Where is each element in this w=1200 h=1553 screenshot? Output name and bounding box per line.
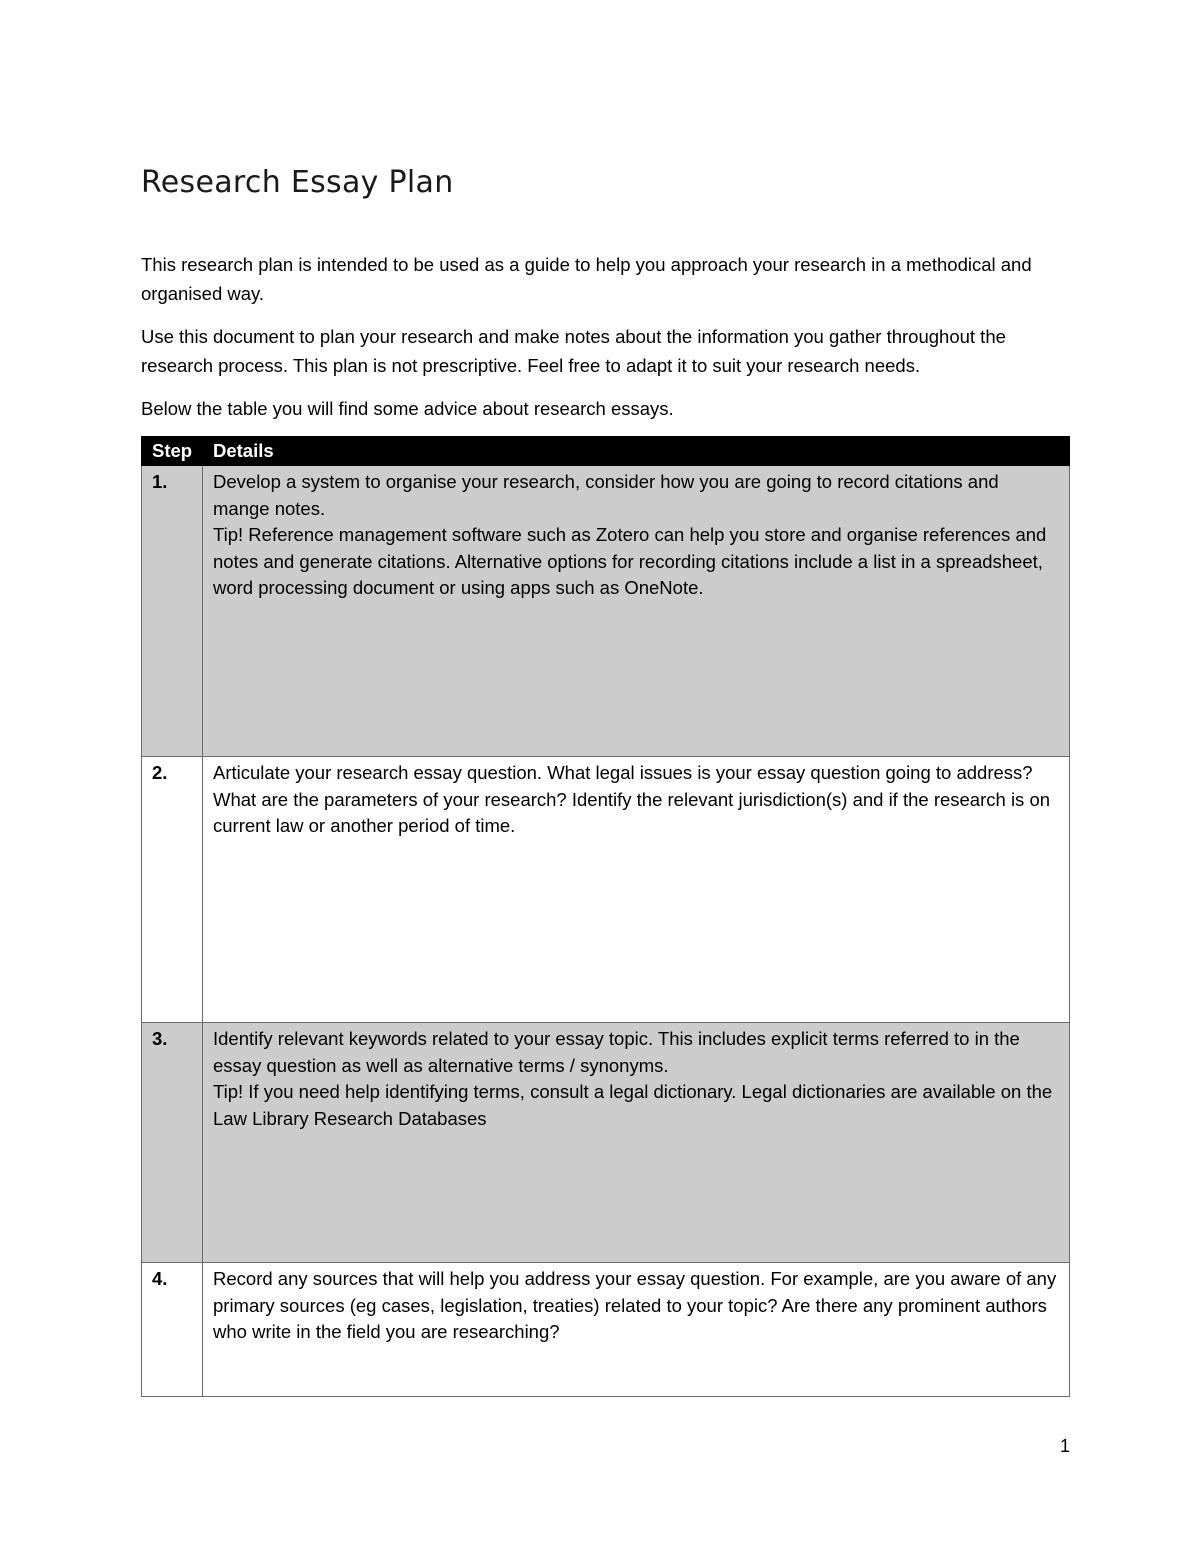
research-plan-table [141, 436, 1070, 1397]
table-row [142, 466, 1070, 757]
step-instruction: Identify relevant keywords related to your essay topic. This includes explicit terms referred to in the essay question as well as alternative terms / synonyms. [213, 1028, 1020, 1076]
intro-section [141, 250, 1071, 437]
table-row [142, 1023, 1070, 1263]
step-number: 4. [142, 1263, 203, 1397]
step-details[interactable] [203, 466, 1070, 757]
step-number: 1. [142, 466, 203, 757]
step-number: 2. [142, 757, 203, 1023]
page-title: Research Essay Plan [141, 165, 454, 200]
table-header-row [142, 437, 1070, 466]
page-number: 1 [1059, 1436, 1070, 1456]
step-number: 3. [142, 1023, 203, 1263]
table-row [142, 1263, 1070, 1397]
table-row [142, 757, 1070, 1023]
step-instruction: Record any sources that will help you address your essay question. For example, are you aware of any primary sources (eg cases, legislation, treaties) related to your topic? Are there any prominent authors who write in the field you are researching? [213, 1268, 1057, 1342]
step-tip: Tip! Reference management software such as Zotero can help you store and organise references and notes and generate citations. Alternative options for recording citations include a list in a spreadsheet, word processing document or using apps such as OneNote. [213, 524, 1047, 598]
step-details[interactable] [203, 757, 1070, 1023]
step-column-header: Step [142, 437, 203, 466]
intro-paragraph: Below the table you will find some advice about research essays. [141, 398, 674, 419]
intro-paragraph: This research plan is intended to be used as a guide to help you approach your research in a methodical and organised way. [141, 254, 1032, 304]
step-tip: Tip! If you need help identifying terms, consult a legal dictionary. Legal dictionaries are available on the Law Library Research Databases [213, 1081, 1053, 1129]
step-instruction: Develop a system to organise your research, consider how you are going to record citations and mange notes. [213, 471, 999, 519]
step-details[interactable] [203, 1263, 1070, 1397]
intro-paragraph: Use this document to plan your research and make notes about the information you gather throughout the research process. This plan is not prescriptive. Feel free to adapt it to suit your research needs. [141, 326, 1006, 376]
step-instruction: Articulate your research essay question. What legal issues is your essay question going to address? What are the parameters of your research? Identify the relevant jurisdiction(s) and if the research is on current law or another period of time. [213, 762, 1051, 836]
step-details[interactable] [203, 1023, 1070, 1263]
details-column-header: Details [203, 437, 1070, 466]
